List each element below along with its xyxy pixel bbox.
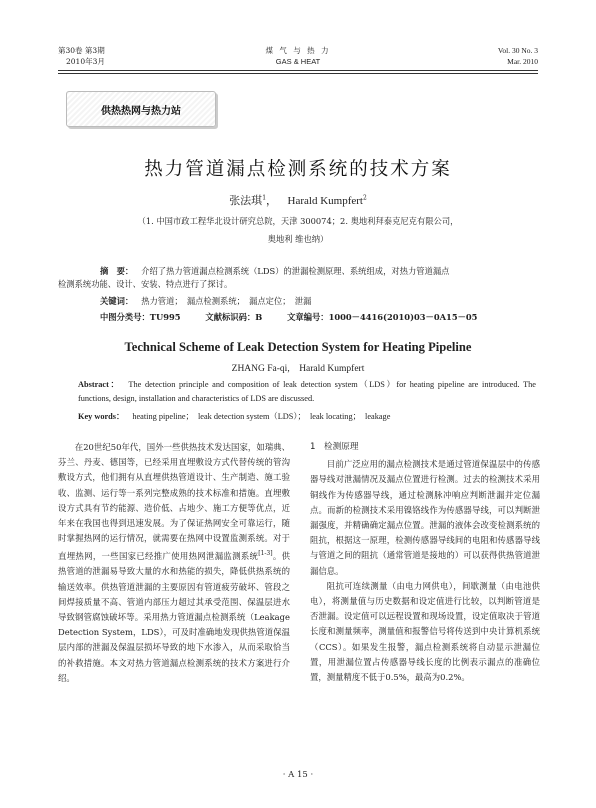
journal-volume-issue: 第30卷 第3期 (58, 46, 105, 55)
abstract-en (78, 378, 536, 406)
author-separator: ， (266, 194, 278, 207)
author-1: 张法琪 (229, 194, 263, 207)
section-label-box (66, 91, 216, 127)
citation: [1-3] (258, 550, 273, 558)
authors-en: ZHANG Fa-qi, Harald Kumpfert (231, 364, 365, 374)
header-rule (58, 70, 538, 71)
abstract-cn (100, 264, 526, 278)
author-2-affil: 2 (362, 194, 367, 202)
authors-cn (0, 192, 596, 208)
keywords-en-text: heating pipeline； leak detection system（LDS）； leak locating； leakage (132, 412, 391, 421)
keywords-en (78, 410, 390, 422)
journal-name-en: GAS & HEAT (275, 57, 321, 66)
intro-text-cont: 。供热管道的泄漏易导致大量的水和热能的损失，降低供热系统的输送效率。供热管道泄漏的主要原因有管道疲劳破坏、管段之间焊接质量不高、管道内部压力超过其承受范围、保温层进水导致钢管腐蚀破坏等。采用热力管道漏点检测系统（Leakage Detection System，LDS），可及时准确地发现供热管道保温层内部的泄漏及保温层损坏导致的地下水渗入，从而采取恰当的补救措施。本文对热力管道漏点检测系统的技术方案进行介绍。 (58, 551, 291, 683)
abstract-en-label: Abstract： (78, 380, 121, 389)
section-heading: 1 检测原理 (310, 442, 359, 452)
abstract-en-text: The detection principle and composition of leak detection system（LDS）for heating pipeline are introduced. The functions, design, installation and characteristics of LDS are discussed. (78, 380, 536, 403)
affiliation-line: 奥地利 维也纳） (267, 234, 329, 244)
classification-row (100, 311, 540, 323)
abstract-cn-text: 介绍了热力管道漏点检测系统（LDS）的泄漏检测原理、系统组成，对热力管道漏点 (141, 266, 450, 276)
paper-title-cn: 热力管道漏点检测系统的技术方案 (144, 159, 452, 180)
abstract-cn-label: 摘 要： (100, 266, 134, 276)
affiliation-line: （1. 中国市政工程华北设计研究总院，天津 300074；2. 奥地利拜泰克尼克有限公司， (137, 216, 459, 226)
affiliations (70, 212, 526, 248)
keywords-cn (100, 295, 311, 307)
section-label: 供热热网与热力站 (101, 105, 181, 117)
journal-date-en: Mar. 2010 (507, 57, 538, 66)
abstract-cn-line2: 检测系统功能、设计、安装、特点进行了探讨。 (58, 279, 233, 289)
keywords-cn-text: 热力管道； 漏点检测系统； 漏点定位； 泄漏 (141, 296, 312, 306)
intro-paragraph (58, 440, 290, 686)
author-2: Harald Kumpfert (287, 195, 363, 207)
article-number: 文章编号：1000－4416(2010)03－0A15－05 (287, 312, 478, 322)
clc-number: 中图分类号：TU995 (100, 312, 181, 322)
journal-name-cn: 煤 气 与 热 力 (265, 46, 331, 55)
page-number: · A 15 · (282, 770, 314, 780)
journal-volume-en: Vol. 30 No. 3 (497, 46, 538, 55)
header-rule (58, 73, 538, 74)
body-left-column (58, 440, 290, 686)
body-paragraph: 阻抗可连续测量（由电力网供电），间歇测量（由电池供电），将测量值与历史数据和设定值进行比较，以判断管道是否泄漏。设定值可以远程设置和现场设置，设定值取决于管道长度和测量频率，测量值和报警信号将传送到中央计算机系统（CCS）。如果发生报警，漏点检测系统将自动显示泄漏位置，用泄漏位置占传感器导线长度的比例表示漏点的准确位置，测量精度不低于0.5%，最高为0.2%。 (310, 580, 540, 683)
body-paragraph: 目前广泛应用的漏点检测技术是通过管道保温层中的传感器导线对泄漏情况及漏点位置进行检测。过去的检测技术采用铜线作为传感器导线，通过检测脉冲响应判断泄漏并定位漏点。而新的检测技术采用镍铬线作为传感器导线，可以判断泄漏强度，并精确确定漏点位置。泄漏的液体会改变检测系统的阻抗，根据这一原理，检测传感器导线间的电阻和传感器导线与管道之间的阻抗（通常管道是接地的）可以获得供热管道泄漏信息。 (310, 459, 540, 576)
paper-title-en: Technical Scheme of Leak Detection System for Heating Pipeline (124, 340, 472, 354)
body-right-column (310, 440, 540, 685)
keywords-cn-label: 关键词： (100, 296, 134, 306)
intro-text: 在20世纪50年代，国外一些供热技术发达国家，如瑞典、芬兰、丹麦、德国等，已经采用直埋敷设方式代替传统的管沟敷设方式，他们拥有从直埋供热管道设计、生产制造、施工验收、监测、运行等一系列完整成熟的技术标准和措施。直埋敷设方式具有节约能源、造价低、占地少、施工方便等优点，近年来在我国也得到迅速发展。为了保证热网安全可靠运行，随时掌握热网的运行情况，就需要在热网中设置监测系统。对于直埋热网，一些国家已经推广使用热网泄漏监测系统 (58, 442, 290, 562)
journal-date: 2010年3月 (66, 57, 105, 66)
keywords-en-label: Key words： (78, 412, 125, 421)
author-1-affil: 1 (262, 194, 267, 202)
document-code: 文献标识码：B (205, 312, 263, 322)
